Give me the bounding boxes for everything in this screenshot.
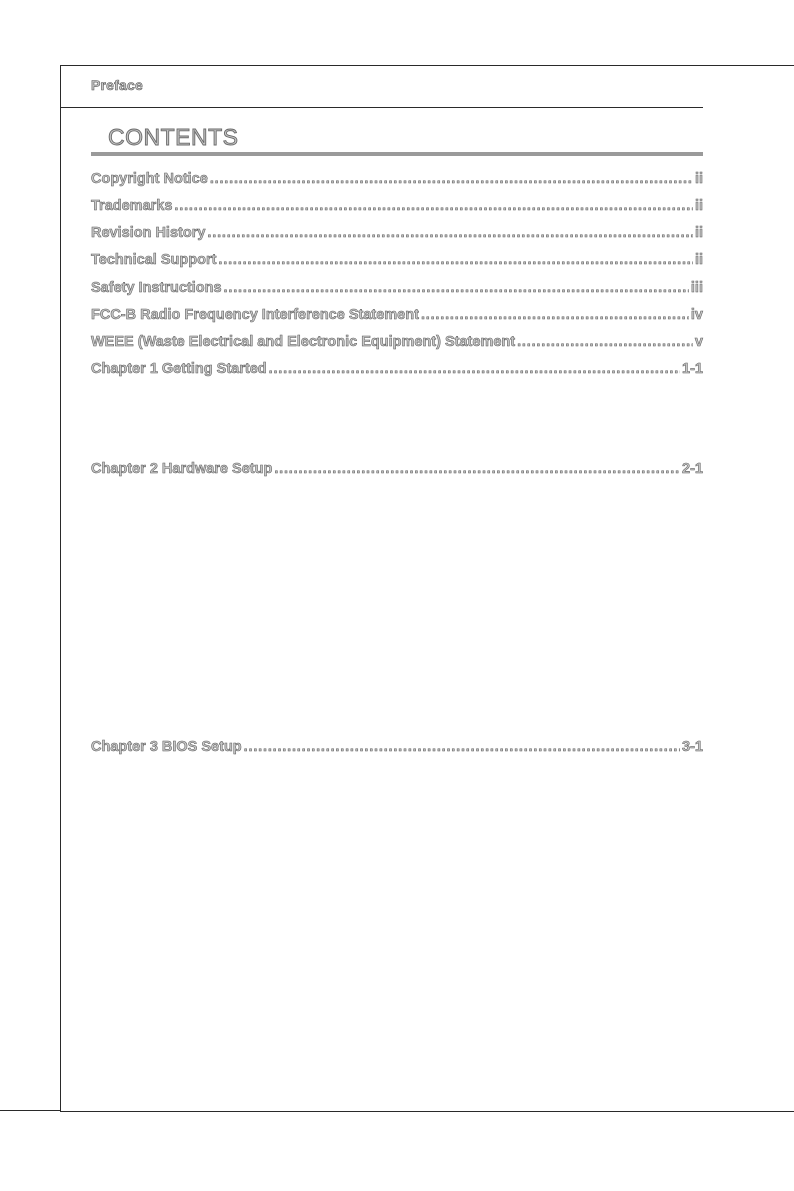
toc-entry-page: 3-1: [682, 739, 703, 755]
toc-entry-page: ii: [694, 171, 703, 187]
page-frame: [60, 65, 794, 1112]
toc-entry-chapter-2[interactable]: [91, 461, 703, 477]
toc-dot-leader: [517, 334, 693, 350]
toc-entry-title: Copyright Notice: [91, 171, 208, 187]
toc-entry-title: Trademarks: [91, 198, 173, 214]
toc-entry-page: v: [694, 334, 703, 350]
toc-entry-fcc-b-statement[interactable]: [91, 307, 703, 323]
toc-entry-title: FCC-B Radio Frequency Interference Statement: [91, 307, 419, 323]
toc-entry-weee-statement[interactable]: [91, 334, 703, 350]
toc-entry-page: 2-1: [682, 461, 703, 477]
contents-title: CONTENTS: [108, 124, 239, 150]
toc-entry-revision-history[interactable]: [91, 225, 703, 241]
toc-dot-leader: [218, 252, 693, 268]
toc-entry-title: Chapter 2 Hardware Setup: [91, 461, 273, 477]
toc-entry-page: ii: [694, 198, 703, 214]
toc-entry-page: iv: [690, 307, 703, 323]
toc-entry-copyright-notice[interactable]: [91, 171, 703, 187]
toc-entry-title: Chapter 3 BIOS Setup: [91, 739, 242, 755]
page-frame-bottom-rule: [0, 1110, 60, 1111]
toc-dot-leader: [210, 171, 693, 187]
toc-entry-title: Technical Support: [91, 252, 217, 268]
toc-entry-chapter-3[interactable]: [91, 739, 703, 755]
toc-entry-title: Revision History: [91, 225, 206, 241]
toc-entry-page: 1-1: [682, 361, 703, 377]
header-divider: [60, 107, 703, 108]
toc-dot-leader: [207, 225, 693, 241]
toc-dot-leader: [174, 198, 693, 214]
toc-entry-trademarks[interactable]: [91, 198, 703, 214]
toc-entry-chapter-1[interactable]: [91, 361, 703, 377]
toc-entry-page: ii: [694, 225, 703, 241]
toc-entry-title: WEEE (Waste Electrical and Electronic Equipment) Statement: [91, 334, 516, 350]
section-header-label: Preface: [91, 77, 143, 93]
contents-title-underline: [91, 152, 703, 156]
toc-dot-leader: [274, 461, 680, 477]
toc-entry-page: ii: [694, 252, 703, 268]
toc-dot-leader: [421, 307, 689, 323]
toc-dot-leader: [269, 361, 680, 377]
toc-dot-leader: [224, 280, 689, 296]
toc-entry-safety-instructions[interactable]: [91, 280, 703, 296]
toc-entry-title: Chapter 1 Getting Started: [91, 361, 267, 377]
toc-dot-leader: [244, 739, 680, 755]
toc-entry-page: iii: [690, 280, 703, 296]
toc-entry-title: Safety Instructions: [91, 280, 222, 296]
toc-entry-technical-support[interactable]: [91, 252, 703, 268]
